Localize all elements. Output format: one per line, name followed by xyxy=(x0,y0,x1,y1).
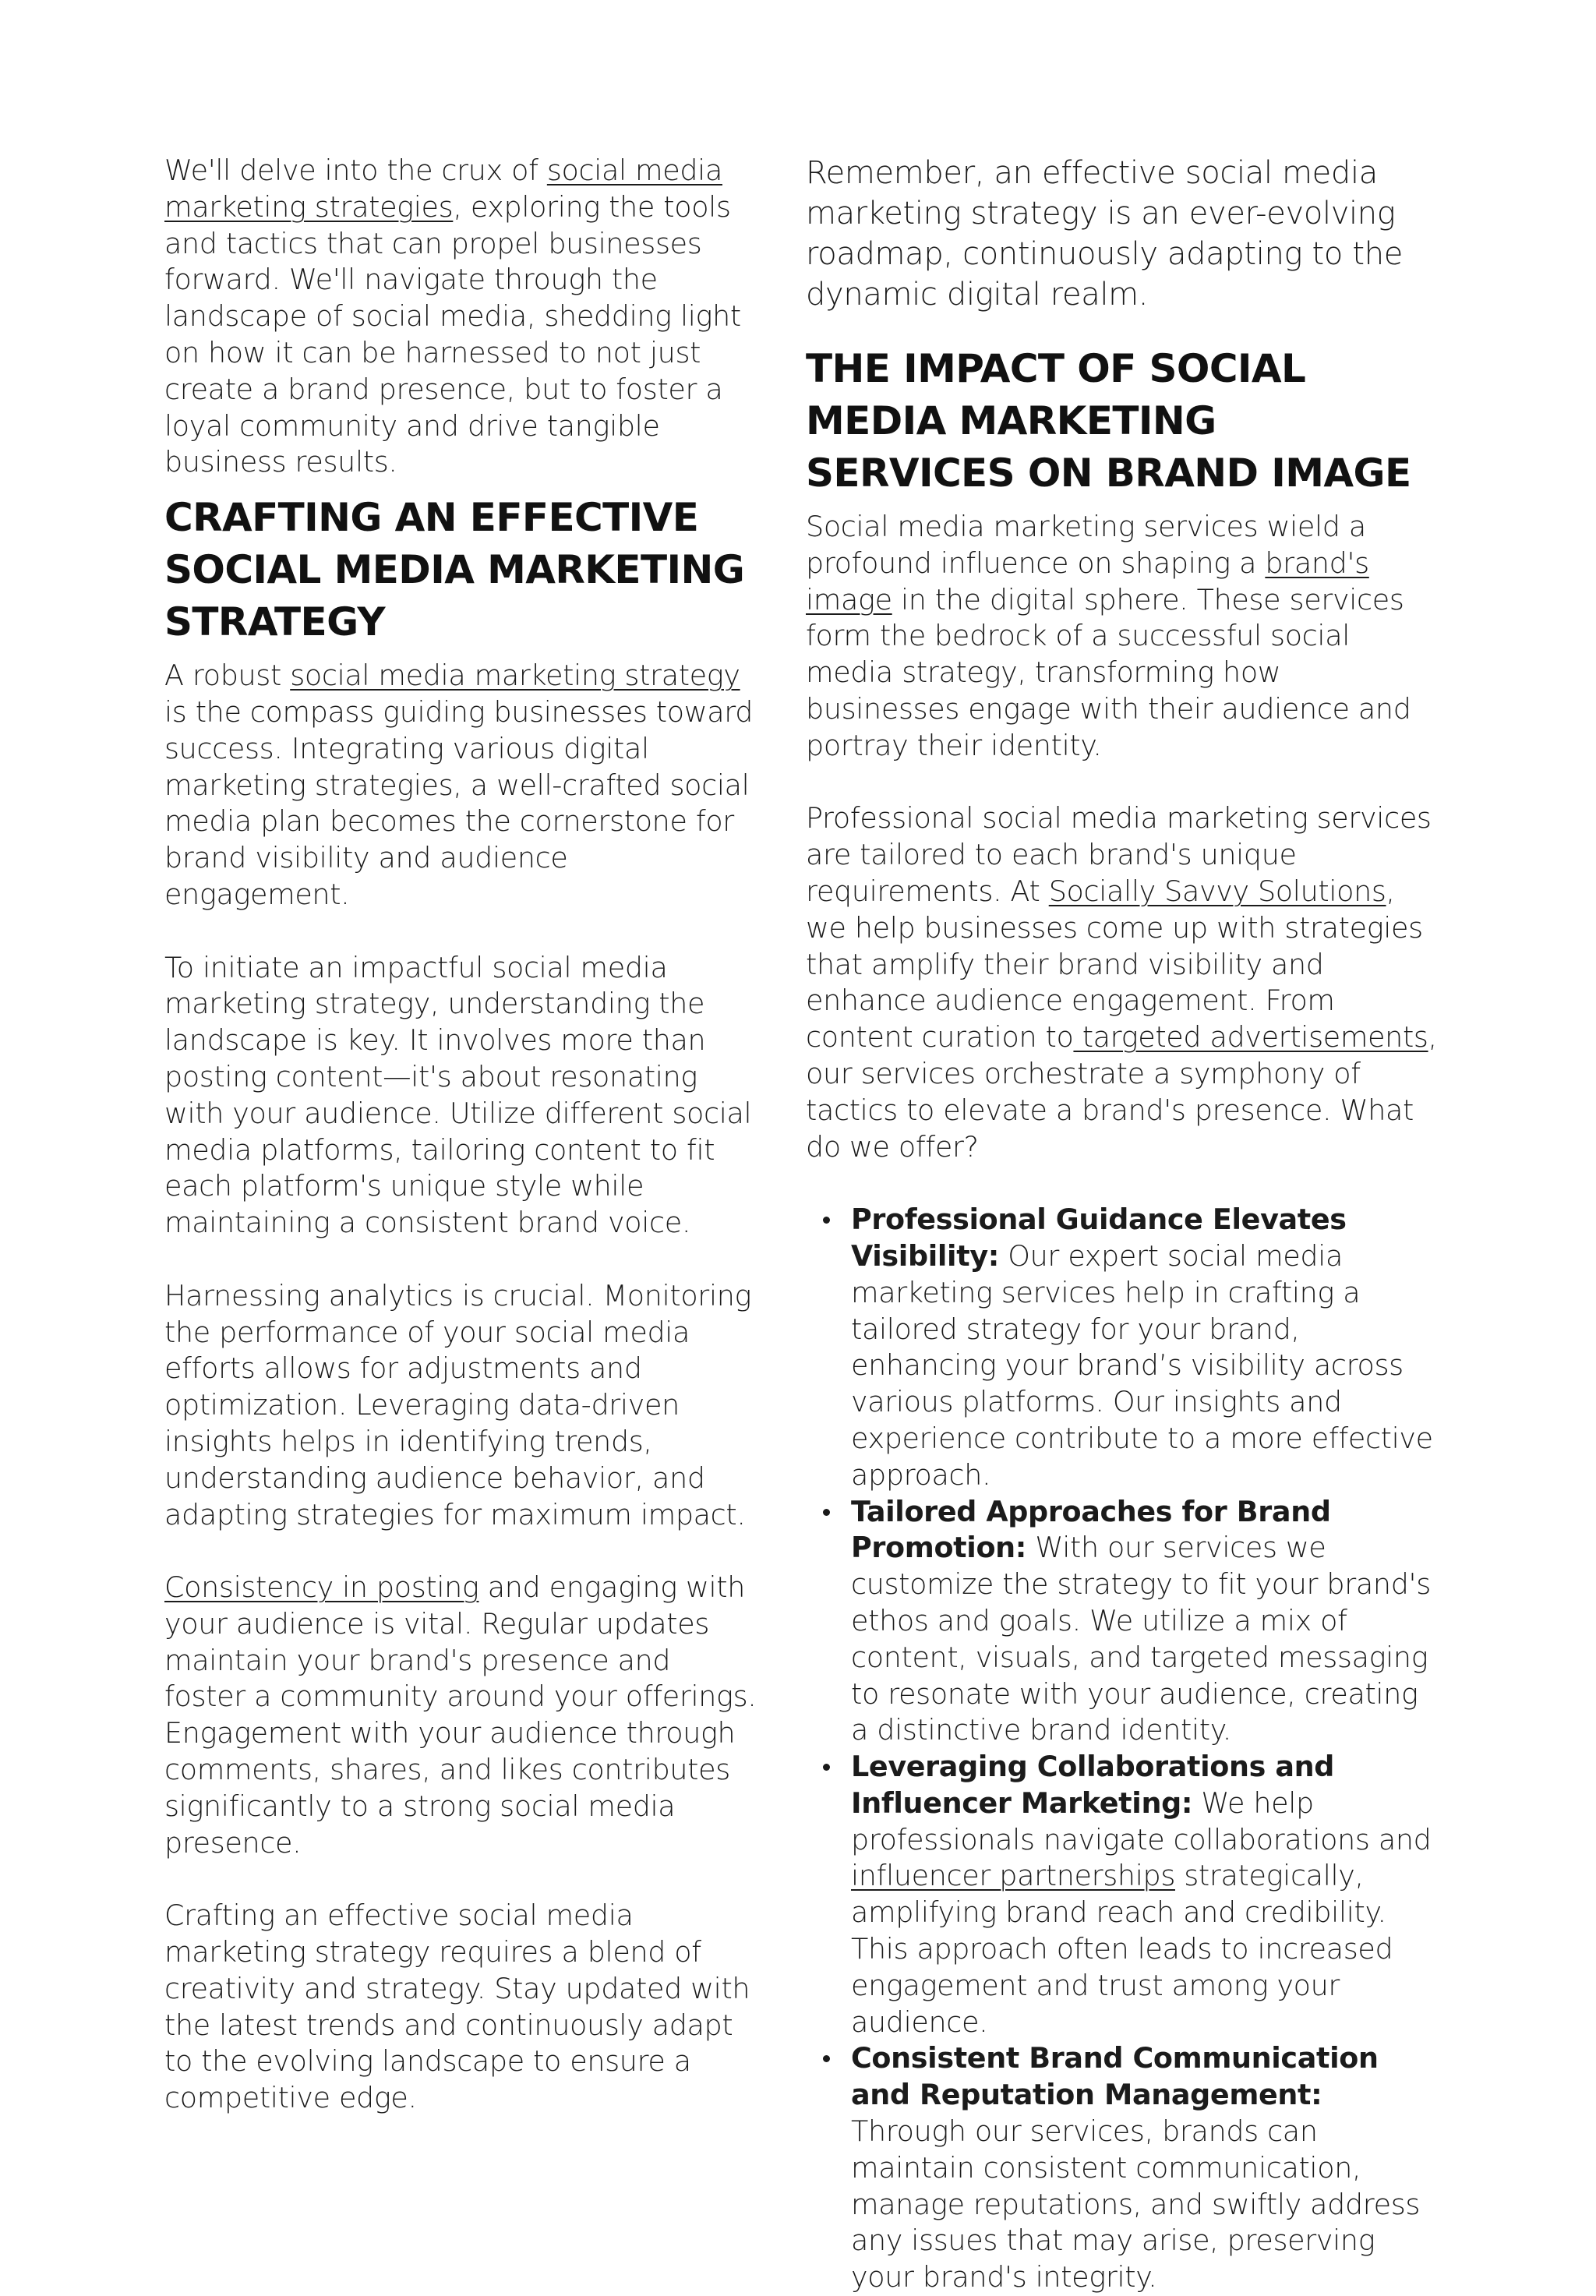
left-column xyxy=(164,153,757,2117)
remember-paragraph: Remember, an effective social media marketing strategy is an ever-evolving roadmap, continuously adapting to the dynamic digital realm. xyxy=(806,155,1403,313)
impact-heading: THE IMPACT OF SOCIAL MEDIA MARKETING SERVICES ON BRAND IMAGE xyxy=(806,346,1411,496)
intro-text-1: We'll delve into the crux of xyxy=(164,154,547,187)
bullet-text: With our services we customize the strategy to fit your brand's ethos and goals. We utilize a mix of content, visuals, and targeted messaging to resonate with your audience, creating a distinctive brand identity. xyxy=(851,1531,1431,1747)
robust-text-1: A robust xyxy=(164,659,291,693)
initiate-strategy-paragraph: To initiate an impactful social media marketing strategy, understanding the landscape is key. It involves more than posting content—it's about resonating with your audience. Utilize different social media platforms, tailoring content to fit each platform's unique style while maintaining a consistent brand voice. xyxy=(164,950,752,1240)
robust-strategy-paragraph xyxy=(164,658,757,913)
bullet-title: Tailored Approaches for Brand Promotion: xyxy=(851,1494,1331,1565)
list-item xyxy=(806,2040,1437,2296)
brands-image-link[interactable]: brand's image xyxy=(806,546,1369,616)
list-item xyxy=(806,1749,1437,2040)
influence-paragraph xyxy=(806,509,1437,765)
bullet-text: Our expert social media marketing services help in crafting a tailored strategy for your brand, enhancing your brand’s visibility across various platforms. Our insights and experience contribute to a more effective approach. xyxy=(851,1238,1433,1492)
consistency-text: and engaging with your audience is vital. Regular updates maintain your brand's presence and foster a community around your offerings. Engagement with your audience through comments, shares, and likes contributes significantly to a strong social media presence. xyxy=(164,1570,757,1860)
socially-savvy-solutions-link[interactable]: Socially Savvy Solutions xyxy=(1048,874,1386,908)
influence-text-1: Social media marketing services wield a profound influence on shaping a xyxy=(806,510,1366,580)
robust-text-2: is the compass guiding businesses toward success. Integrating various digital marketing strategies, a well-crafted social media plan becomes the cornerstone for brand visibility and audience engagement. xyxy=(164,694,754,911)
bullet-text: Through our services, brands can maintain consistent communication, manage reputations, and swiftly address any issues that may arise, preserving your brand's integrity. xyxy=(851,2114,1421,2294)
services-bullet-list xyxy=(806,1202,1437,2296)
intro-text-2: , exploring the tools and tactics that can propel businesses forward. We'll navigate through the landscape of social media, shedding light on how it can be harnessed to not just create a brand presence, but to foster a loyal community and drive tangible business results. xyxy=(164,189,741,479)
paragraph-gap xyxy=(806,1165,1437,1202)
targeted-advertisements-link[interactable]: targeted advertisements xyxy=(1073,1020,1428,1054)
social-media-marketing-strategy-link[interactable]: social media marketing strategy xyxy=(290,659,740,693)
services-text-2: , we help businesses come up with strategies that amplify their brand visibility and enhance audience engagement. From content curation to xyxy=(806,874,1423,1054)
paragraph-gap xyxy=(164,913,757,950)
services-text-3: , our services orchestrate a symphony of tactics to elevate a brand's presence. What do we offer? xyxy=(806,1020,1437,1164)
paragraph-gap xyxy=(164,1533,757,1570)
professional-services-paragraph xyxy=(806,800,1437,1165)
bullet-title: Professional Guidance Elevates Visibility: xyxy=(851,1203,1347,1273)
bullet-title: Leveraging Collaborations and Influencer Marketing: xyxy=(851,1750,1335,1820)
consistency-in-posting-link[interactable]: Consistency in posting xyxy=(164,1570,479,1605)
list-item xyxy=(806,1202,1437,1493)
crafting-strategy-heading: CRAFTING AN EFFECTIVE SOCIAL MEDIA MARKETING STRATEGY xyxy=(164,495,745,645)
intro-paragraph xyxy=(164,153,757,481)
paragraph-gap xyxy=(164,1242,757,1278)
crafting-summary-paragraph: Crafting an effective social media marketing strategy requires a blend of creativity and strategy. Stay updated with the latest trends and continuously adapt to the evolving landscape to ensure a competitive edge. xyxy=(164,1899,750,2115)
list-item xyxy=(806,1494,1437,1750)
influencer-partnerships-link[interactable]: influencer partnerships xyxy=(851,1859,1175,1893)
bullet-text: We help professionals navigate collaborations and xyxy=(851,1786,1432,1856)
bullet-text: strategically, amplifying brand reach and credibility. This approach often leads to increased engagement and trust among your audience. xyxy=(851,1859,1393,2039)
influence-text-2: in the digital sphere. These services form the bedrock of a successful social media strategy, transforming how businesses engage with their audience and portray their identity. xyxy=(806,582,1411,762)
paragraph-gap xyxy=(164,1861,757,1898)
paragraph-gap xyxy=(806,765,1437,801)
bullet-title: Consistent Brand Communication and Reputation Management: xyxy=(851,2041,1379,2112)
consistency-paragraph xyxy=(164,1570,757,1861)
analytics-paragraph: Harnessing analytics is crucial. Monitoring the performance of your social media efforts allows for adjustments and optimization. Leveraging data-driven insights helps in identifying trends, understanding audience behavior, and adapting strategies for maximum impact. xyxy=(164,1278,752,1531)
services-text-1: Professional social media marketing services are tailored to each brand's unique requirements. At xyxy=(806,801,1432,908)
social-media-marketing-strategies-link[interactable]: social media marketing strategies xyxy=(164,154,722,224)
right-column xyxy=(806,153,1437,2296)
